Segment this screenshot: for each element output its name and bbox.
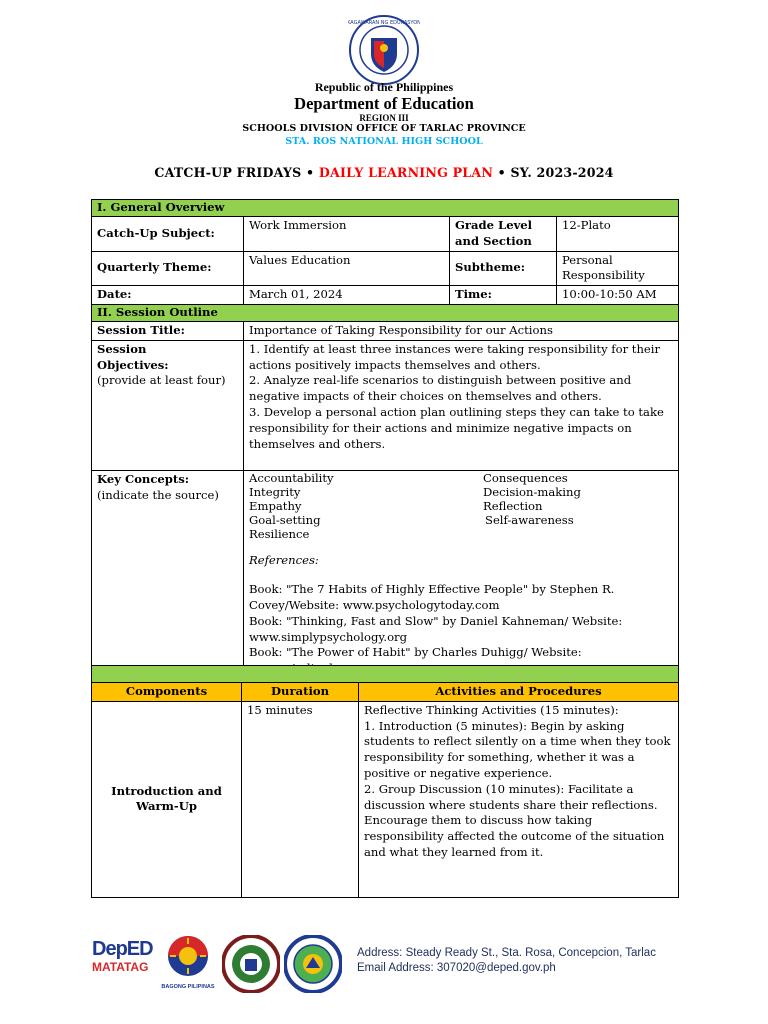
date-value: March 01, 2024 [244,286,450,305]
grade-label: Grade Level and Section [450,217,557,252]
activities-cell [359,701,679,897]
duration-cell: 15 minutes [242,701,359,897]
theme-value: Values Education [244,251,450,286]
department-name: Department of Education [294,94,474,113]
subtheme-label: Subtheme: [450,251,557,286]
region-line: REGION III [359,113,409,123]
concept-item: Reflection [483,498,543,513]
school-seal [284,935,342,993]
references-label: References: [249,552,319,567]
objective-item: 3. Develop a personal action plan outlining steps they can take to take responsibility for their actions and minimize negative impacts on themselves and others. [249,404,664,451]
concept-item: Empathy [249,498,302,513]
concept-item: Decision-making [483,484,581,499]
deped-matatag-logo [92,938,160,988]
grade-value: 12-Plato [557,217,679,252]
procedure-green-band [92,666,679,683]
concepts-cell [244,470,679,667]
subtheme-value: Personal Responsibility [557,251,679,286]
matatag-logo-text: MATATAG [92,960,149,974]
activity-line: 2. Group Discussion (10 minutes): Facilitate a discussion where students share their reflections. [364,781,658,812]
plan-title [0,165,768,180]
objective-item: 1. Identify at least three instances were taking responsibility for their actions positively impacts themselves and others. [249,341,661,372]
reference-item: Book: "Thinking, Fast and Slow" by Daniel Kahneman/ Website: www.simplypsychology.org [249,613,623,644]
svg-text:KAGAWARAN NG EDUKASYON: KAGAWARAN NG EDUKASYON [348,20,420,26]
general-overview-heading: I. General Overview [92,200,679,217]
concept-item: Consequences [483,470,568,485]
components-header: Components [92,683,242,702]
deped-seal [348,14,420,86]
concept-item: Accountability [249,470,334,485]
procedure-table [91,665,679,898]
concepts-label-cell [92,470,244,667]
plan-title-part3: • SY. 2023-2024 [497,165,614,180]
activity-line: 1. Introduction (5 minutes): Begin by asking students to reflect silently on a time when they took responsibility for something, whether it was a positive or negative experience. [364,718,671,780]
time-label: Time: [450,286,557,305]
duration-header: Duration [242,683,359,702]
activity-line: Encourage them to discuss how taking responsibility affected the outcome of the situation and what they learned from it. [364,813,665,859]
objectives-label: Session Objectives: [97,341,169,372]
objectives-label-cell [92,340,244,470]
plan-title-part1: CATCH-UP FRIDAYS • [154,165,315,180]
concept-item: Resilience [249,526,310,541]
reference-item: Book: "The Power of Habit" by Charles Duhigg/ Website: [249,644,582,659]
bagong-pilipinas-logo [160,932,216,988]
objectives-note: (provide at least four) [97,373,226,388]
plan-table [91,199,679,668]
school-line: STA. ROS NATIONAL HIGH SCHOOL [285,136,483,147]
footer-email: Email Address: 307020@deped.gov.ph [357,962,556,974]
footer-address: Address: Steady Ready St., Sta. Rosa, Concepcion, Tarlac [357,947,656,959]
activities-header: Activities and Procedures [359,683,679,702]
concepts-columns [249,471,673,667]
subject-label: Catch-Up Subject: [92,217,244,252]
concepts-label: Key Concepts: [97,471,190,486]
concept-item: Self-awareness [485,512,574,527]
subject-value: Work Immersion [244,217,450,252]
theme-label: Quarterly Theme: [92,251,244,286]
session-title-label: Session Title: [92,321,244,340]
reference-item: Book: "The 7 Habits of Highly Effective People" by Stephen R. Covey/Website: www.psychologytoday.com [249,581,615,612]
concept-item: Goal-setting [249,512,321,527]
time-value: 10:00-10:50 AM [557,286,679,305]
bagong-pilipinas-text: BAGONG PILIPINAS [161,984,215,990]
date-label: Date: [92,286,244,305]
objective-item: 2. Analyze real-life scenarios to distinguish between positive and negative impacts of their choices on themselves and others. [249,373,632,404]
activity-line: Reflective Thinking Activities (15 minutes): [364,702,619,717]
division-seal [222,935,280,993]
country-line: Republic of the Philippines [314,80,454,94]
concept-item: Integrity [249,484,301,499]
plan-title-part2: DAILY LEARNING PLAN [318,165,494,180]
component-cell: Introduction and Warm-Up [92,701,242,897]
division-line: SCHOOLS DIVISION OFFICE OF TARLAC PROVINCE [242,123,526,134]
session-outline-heading: II. Session Outline [92,304,679,321]
concepts-note: (indicate the source) [97,487,219,502]
objectives-list [244,340,679,470]
session-title-value: Importance of Taking Responsibility for our Actions [244,321,679,340]
deped-logo-text: DepED [92,938,153,960]
